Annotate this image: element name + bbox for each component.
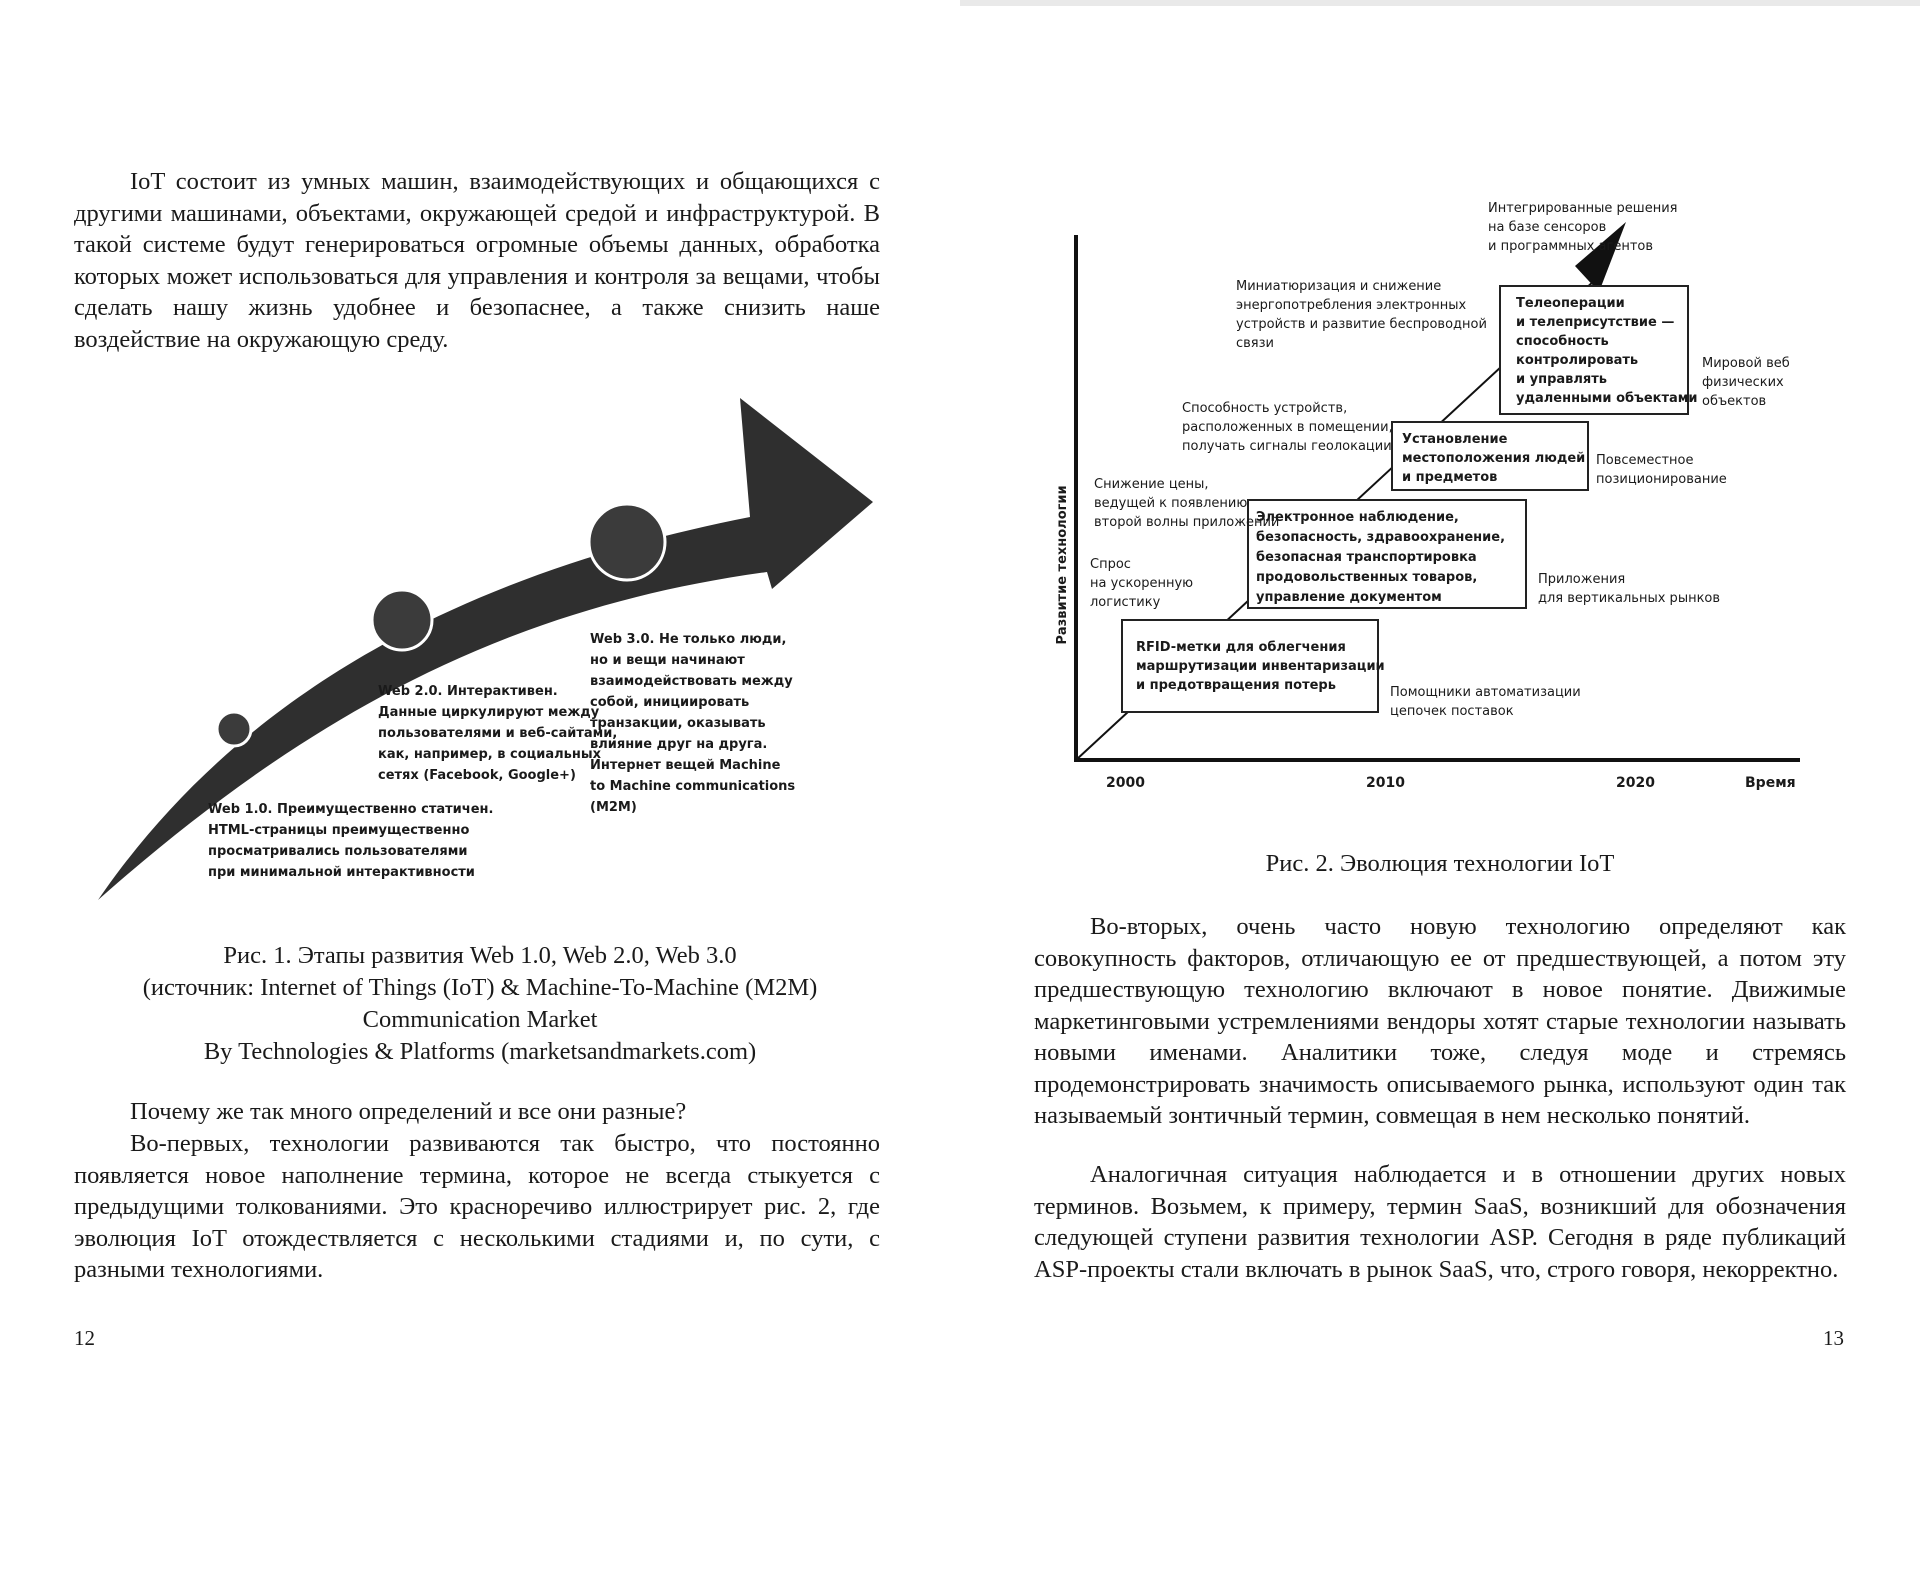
right-paragraph-1: Во-вторых, очень часто новую технологию определяют как совокупность факторов, отличающую ее от предшествующей, а потом эту предшествующую технологию включают в новое понятие. Движимые маркетинговыми устремлениями вендоры хотят старые технологии называть новыми именами. Аналитики тоже, следуя моде и стремясь продемонстрировать значимость описываемого рынка, используют один так называемый зонтичный термин, совмещая в нем несколько понятий. [1034,913,1846,1129]
x-tick-2020: 2020 [1616,775,1655,791]
future-label: Интегрированные решения на базе сенсоров и программных агентов [1488,201,1678,254]
x-tick-2010: 2010 [1366,775,1405,791]
driver-label-3: Способность устройств, расположенных в помещении, получать сигналы геолокации [1182,401,1393,454]
figure-2-caption: Рис. 2. Эволюция технологии IoT [1265,850,1615,877]
driver-label-2: Снижение цены, ведущей к появлению второй волны приложений [1094,477,1280,530]
stage-box-2-text: Электронное наблюдение, безопасность, здравоохранение, безопасная транспортировка продовольственных товаров, управление документом [1256,510,1506,605]
page-number-right: 13 [1823,1326,1844,1350]
driver-label-4: Миниатюризация и снижение энергопотребления электронных устройств и развитие беспроводной связи [1236,279,1487,351]
left-paragraph-2: Почему же так много определений и все они разные? [130,1098,687,1125]
left-paragraph-3: Во-первых, технологии развиваются так быстро, что постоянно появляется новое наполнение термина, которое не всегда стыкуется с предыдущими толкованиями. Это красноречиво иллюстрирует рис. 2, где эволюция IoT отождествляется с несколькими стадиями и, по сути, с разными технологиями. [74,1130,880,1283]
stage-box-3-text: Установление местоположения людей и предметов [1402,432,1586,485]
stage-box-1-text: RFID-метки для облегчения маршрутизации инвентаризации и предотвращения потерь [1136,640,1385,693]
x-axis-label: Время [1745,775,1796,791]
application-label-2: Приложения для вертикальных рынков [1538,572,1721,606]
y-axis-label: Развитие технологии [1055,485,1070,645]
driver-label-1: Спрос на ускоренную логистику [1090,557,1194,610]
x-tick-2000: 2000 [1106,775,1145,791]
stage-box-4-text: Телеоперации и телеприсутствие — способность контролировать и управлять удаленными объектами [1516,296,1698,406]
right-paragraph-2: Аналогичная ситуация наблюдается и в отношении других новых терминов. Возьмем, к примеру, термин SaaS, возникший для обозначения следующей ступени развития технологии ASP. Сегодня в ряде публикаций ASP-проекты стали включать в рынок SaaS, что, строго говоря, некорректно. [1034,1161,1846,1283]
page-number-left: 12 [74,1326,95,1350]
figure-2-iot-evolution-chart [1040,190,1840,800]
web3-label: Web 3.0. Не только люди, но и вещи начинают взаимодействовать между собой, инициировать транзакции, оказывать влияние друг на друга. Интернет вещей Machine to Machine communications (M2M) [590,632,796,815]
right-page [960,0,1920,1572]
web1-label: Web 1.0. Преимущественно статичен. HTML-страницы преимущественно просматривались пользователями при минимальной интерактивности [208,802,494,880]
left-paragraph-1: IoT состоит из умных машин, взаимодействующих и общающихся с другими машинами, объектами, окружающей средой и инфраструктурой. В такой системе будут генерироваться огромные объемы данных, обработка которых может использоваться для управления и контроля за вещами, чтобы сделать нашу жизнь удобнее и безопаснее, а также снизить наше воздействие на окружающую среду. [74,168,880,353]
web2-circle [372,590,432,650]
application-label-4: Мировой веб физических объектов [1702,356,1790,409]
web3-circle [589,504,665,580]
application-label-3: Повсеместное позиционирование [1596,453,1727,487]
figure-1-caption: Рис. 1. Этапы развития Web 1.0, Web 2.0, Web 3.0 (источник: Internet of Things (IoT) & Machine-To-Machine (M2M) Communication Market By Technologies & Platforms (marketsandmarkets.com) [142,942,818,1065]
web1-circle [217,712,251,746]
web2-label: Web 2.0. Интерактивен. Данные циркулируют между пользователями и веб-сайтами, как, например, в социальных сетях (Facebook, Google+) [378,684,618,783]
figure-1-web-evolution [90,392,890,912]
application-label-1: Помощники автоматизации цепочек поставок [1390,685,1581,719]
